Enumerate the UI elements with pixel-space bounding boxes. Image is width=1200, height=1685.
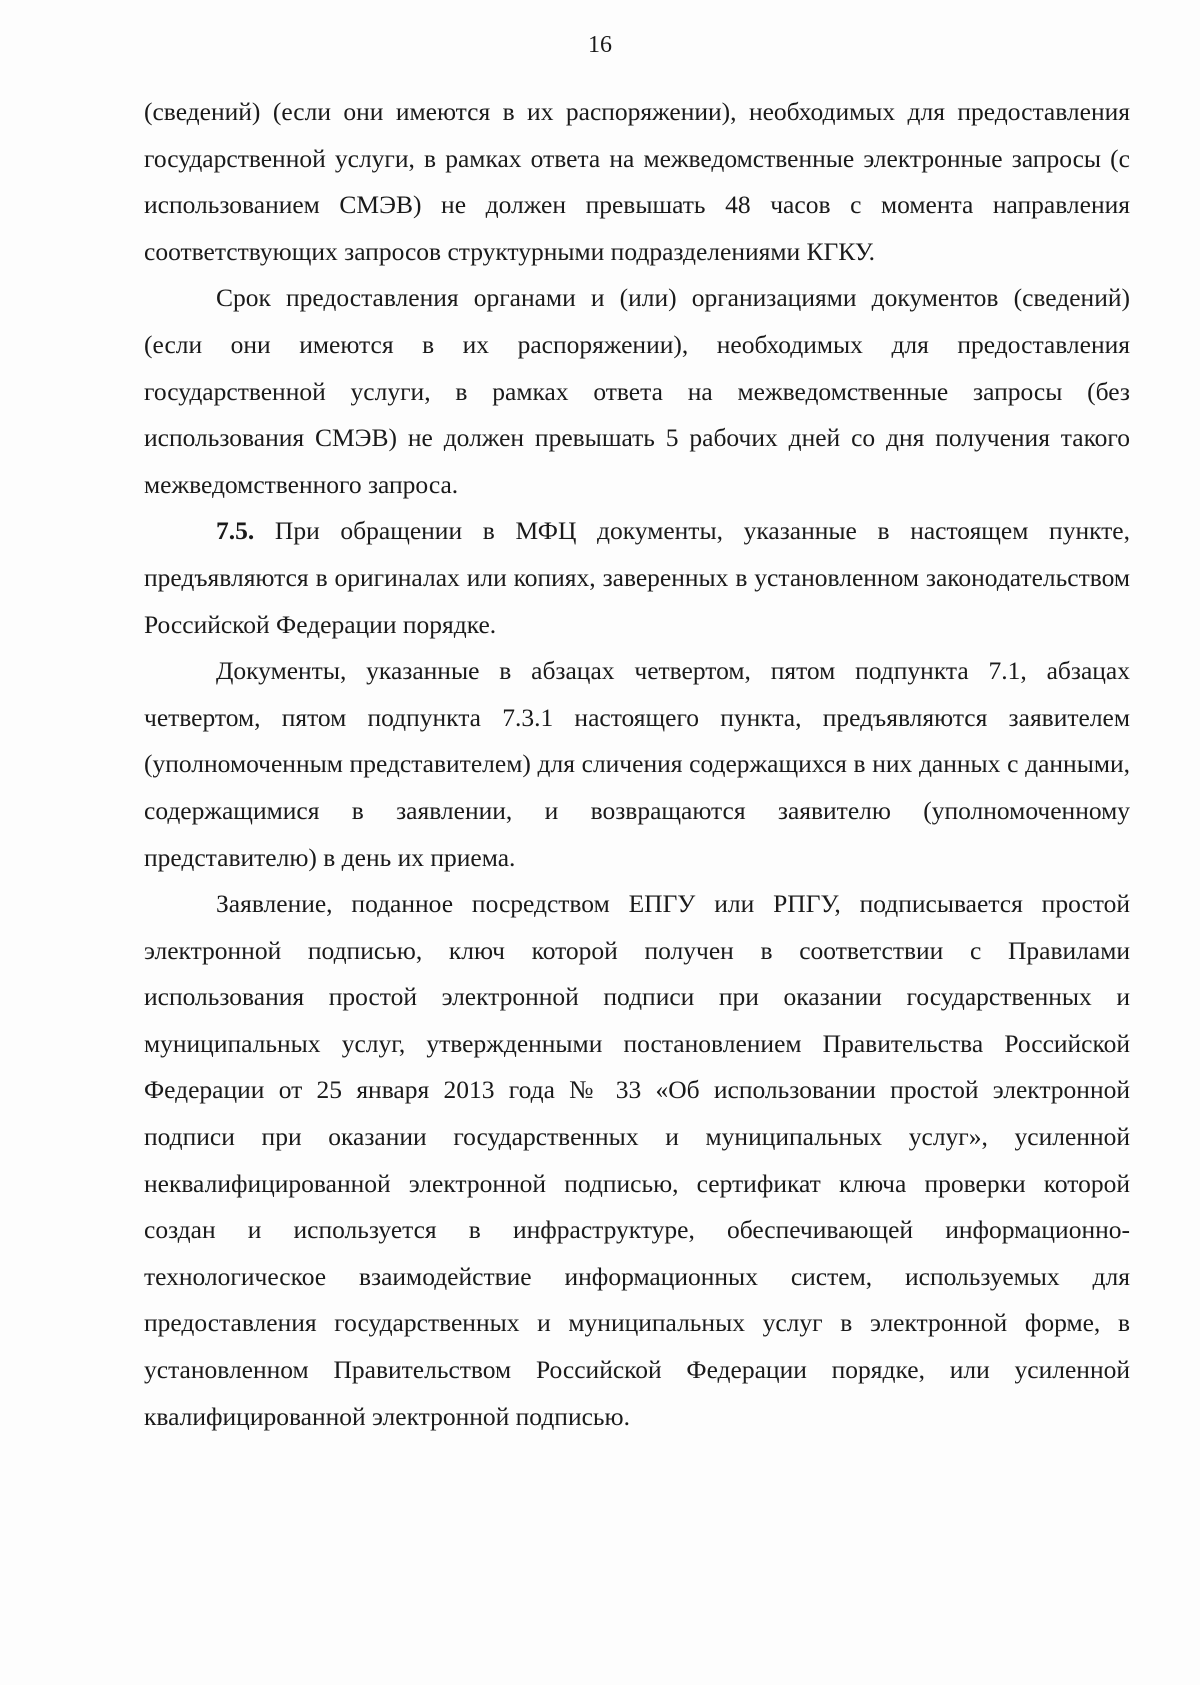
paragraph [144, 648, 1130, 881]
paragraph-text: При обращении в МФЦ документы, указанные в настоящем пункте, предъявляются в оригиналах или копиях, заверенных в установленном законодательством Российской Федерации порядке. [144, 516, 1130, 639]
document-body [144, 89, 1130, 1440]
paragraph-text: (сведений) (если они имеются в их распоряжении), необходимых для предоставления государственной услуги, в рамках ответа на межведомственные электронные запросы (с использованием СМЭВ) не должен превышать 48 часов с момента направления соответствующих запросов структурными подразделениями КГКУ. [144, 97, 1130, 266]
paragraph [144, 89, 1130, 275]
paragraph-text: Срок предоставления органами и (или) организациями документов (сведений) (если они имеются в их распоряжении), необходимых для предоставления государственной услуги, в рамках ответа на межведомственные запросы (без использования СМЭВ) не должен превышать 5 рабочих дней со дня получения такого межведомственного запроса. [144, 283, 1130, 499]
paragraph [144, 275, 1130, 508]
paragraph-text: Заявление, поданное посредством ЕПГУ или РПГУ, подписывается простой электронной подписью, ключ которой получен в соответствии с Правилами использования простой электронной подписи при оказании государственных и муниципальных услуг, утвержденными постановлением Правительства Российской Федерации от 25 января 2013 года № 33 «Об использовании простой электронной подписи при оказании государственных и муниципальных услуг», усиленной неквалифицированной электронной подписью, сертификат ключа проверки которой создан и используется в инфраструктуре, обеспечивающей информационно-технологическое взаимодействие информационных систем, используемых для предоставления государственных и муниципальных услуг в электронной форме, в установленном Правительством Российской Федерации порядке, или усиленной квалифицированной электронной подписью. [144, 889, 1130, 1431]
clause-number: 7.5. [216, 516, 255, 546]
page-number: 16 [588, 32, 612, 58]
paragraph-7-5 [144, 508, 1130, 648]
paragraph-text: Документы, указанные в абзацах четвертом, пятом подпункта 7.1, абзацах четвертом, пятом подпункта 7.3.1 настоящего пункта, предъявляются заявителем (уполномоченным представителем) для сличения содержащихся в них данных с данными, содержащимися в заявлении, и возвращаются заявителю (уполномоченному представителю) в день их приема. [144, 656, 1130, 872]
paragraph [144, 881, 1130, 1440]
